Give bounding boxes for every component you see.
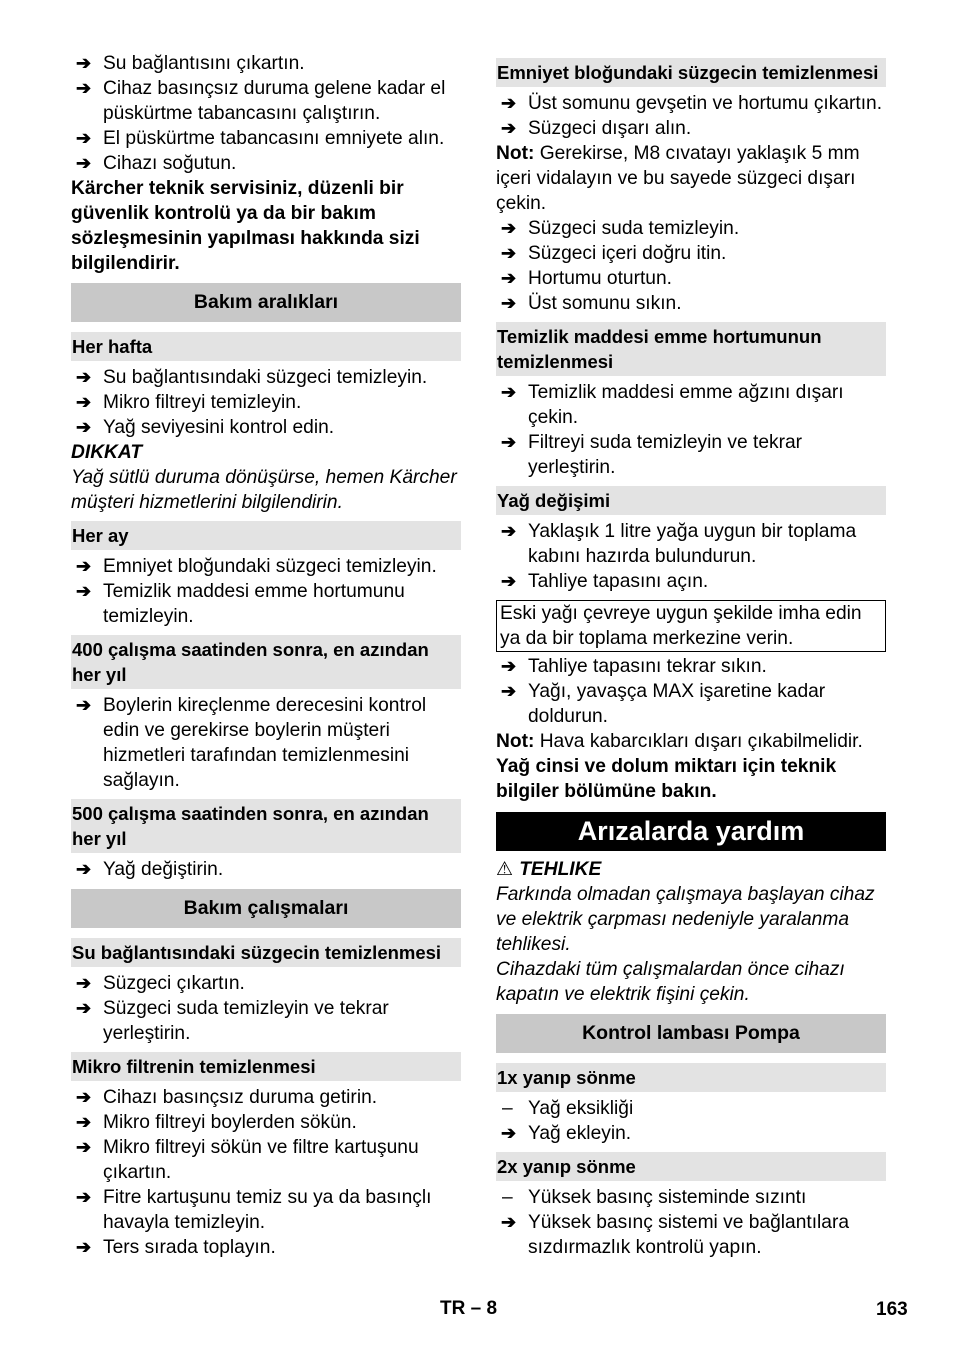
step-item <box>71 693 461 793</box>
step-text: Mikro filtreyi sökün ve filtre kartuşunu çıkartın. <box>103 1137 419 1183</box>
step-item <box>71 415 461 440</box>
arrow-icon: ➔ <box>76 695 92 715</box>
step-text: Üst somunu gevşetin ve hortumu çıkartın. <box>528 93 883 114</box>
step-item <box>71 857 461 882</box>
step-list <box>71 554 461 629</box>
step-list <box>496 380 886 480</box>
arrow-icon: ➔ <box>501 521 517 541</box>
step-item <box>71 1185 461 1235</box>
step-list <box>496 519 886 594</box>
arrow-icon: ➔ <box>76 78 92 98</box>
step-list <box>496 91 886 141</box>
chapter-heading-troubleshooting: Arızalarda yardım <box>496 812 886 851</box>
footer-language-page: TR – 8 <box>440 1298 498 1319</box>
arrow-icon: ➔ <box>76 859 92 879</box>
arrow-icon: ➔ <box>76 1087 92 1107</box>
step-item <box>496 1121 886 1146</box>
arrow-icon: ➔ <box>76 153 92 173</box>
danger-label: TEHLIKE <box>519 859 602 880</box>
step-item <box>496 216 886 241</box>
step-text: Temizlik maddesi emme hortumunu temizleyin. <box>103 581 405 627</box>
step-text: Mikro filtreyi boylerden sökün. <box>103 1112 357 1133</box>
note-text: Hava kabarcıkları dışarı çıkabilmelidir. <box>534 731 863 752</box>
arrow-icon: ➔ <box>501 571 517 591</box>
arrow-icon: ➔ <box>76 1137 92 1157</box>
right-column <box>496 51 886 1260</box>
arrow-icon: ➔ <box>501 118 517 138</box>
step-text: Süzgeci içeri doğru itin. <box>528 243 727 264</box>
step-item <box>71 126 461 151</box>
step-text: Temizlik maddesi emme ağzını dışarı çekin. <box>528 382 844 428</box>
step-text: Emniyet bloğundaki süzgeci temizleyin. <box>103 556 437 577</box>
step-item <box>71 390 461 415</box>
step-item <box>496 380 886 430</box>
step-item <box>496 91 886 116</box>
step-item <box>496 241 886 266</box>
step-text: Yağ ekleyin. <box>528 1123 632 1144</box>
step-text: Yağı, yavaşça MAX işaretine kadar doldurun. <box>528 681 826 727</box>
subheading-500-hours: 500 çalışma saatinden sonra, en azından her yıl <box>71 799 461 853</box>
step-text: Su bağlantısındaki süzgeci temizleyin. <box>103 367 428 388</box>
danger-text: Farkında olmadan çalışmaya başlayan cihaz ve elektrik çarpması nedeniyle yaralanma tehlikesi. <box>496 884 875 955</box>
subheading-oil-change: Yağ değişimi <box>496 486 886 515</box>
arrow-icon: ➔ <box>76 973 92 993</box>
arrow-icon: ➔ <box>501 382 517 402</box>
left-column <box>71 51 461 1260</box>
step-list <box>496 1121 886 1146</box>
step-text: Süzgeci suda temizleyin. <box>528 218 740 239</box>
subheading-detergent-hose: Temizlik maddesi emme hortumunun temizlenmesi <box>496 322 886 376</box>
note-text: Gerekirse, M8 cıvatayı yaklaşık 5 mm içeri vidalayın ve bu sayede süzgeci dışarı çekin. <box>496 143 860 214</box>
oil-spec-note: Yağ cinsi ve dolum miktarı için teknik bilgiler bölümüne bakın. <box>496 756 837 802</box>
step-item <box>71 996 461 1046</box>
step-item <box>71 1110 461 1135</box>
subheading-micro-filter: Mikro filtrenin temizlenmesi <box>71 1052 461 1081</box>
arrow-icon: ➔ <box>501 656 517 676</box>
arrow-icon: ➔ <box>501 93 517 113</box>
step-item <box>496 519 886 569</box>
step-text: Filtreyi suda temizleyin ve tekrar yerleştirin. <box>528 432 803 478</box>
step-item <box>71 1085 461 1110</box>
step-text: Üst somunu sıkın. <box>528 293 682 314</box>
step-list <box>71 971 461 1046</box>
step-item <box>496 1210 886 1260</box>
arrow-icon: ➔ <box>501 432 517 452</box>
subheading-weekly: Her hafta <box>71 332 461 361</box>
step-item <box>496 116 886 141</box>
arrow-icon: ➔ <box>76 998 92 1018</box>
dash-glyph: – <box>502 1098 513 1119</box>
step-item <box>71 1135 461 1185</box>
step-item <box>71 1235 461 1260</box>
oil-disposal-notice: Eski yağı çevreye uygun şekilde imha edin ya da bir toplama merkezine verin. <box>496 600 886 652</box>
section-heading-maintenance-work: Bakım çalışmaları <box>71 889 461 928</box>
cause-text: Yüksek basınç sisteminde sızıntı <box>528 1187 807 1208</box>
step-item <box>496 266 886 291</box>
step-list <box>496 654 886 729</box>
arrow-icon: ➔ <box>501 218 517 238</box>
danger-heading <box>496 857 886 882</box>
arrow-icon: ➔ <box>76 1237 92 1257</box>
subheading-monthly: Her ay <box>71 521 461 550</box>
step-list <box>71 693 461 793</box>
step-text: Cihazı basınçsız duruma getirin. <box>103 1087 378 1108</box>
step-text: Yüksek basınç sistemi ve bağlantılara sızdırmazlık kontrolü yapın. <box>528 1212 850 1258</box>
step-item <box>71 51 461 76</box>
arrow-icon: ➔ <box>76 556 92 576</box>
step-item <box>71 971 461 996</box>
step-text: Su bağlantısını çıkartın. <box>103 53 305 74</box>
step-text: Hortumu oturtun. <box>528 268 672 289</box>
step-text: Cihazı soğutun. <box>103 153 237 174</box>
subheading-safety-block-filter: Emniyet bloğundaki süzgecin temizlenmesi <box>496 58 886 87</box>
cause-item <box>496 1185 886 1210</box>
step-item <box>496 654 886 679</box>
arrow-icon: ➔ <box>76 1187 92 1207</box>
subheading-blink-2x: 2x yanıp sönme <box>496 1152 886 1181</box>
arrow-icon: ➔ <box>76 128 92 148</box>
arrow-icon: ➔ <box>76 392 92 412</box>
step-item <box>496 430 886 480</box>
dash-glyph: – <box>502 1187 513 1208</box>
arrow-icon: ➔ <box>76 53 92 73</box>
arrow-icon: ➔ <box>76 417 92 437</box>
step-item <box>71 76 461 126</box>
caution-label: DIKKAT <box>71 442 143 463</box>
warning-triangle-icon: ⚠ <box>496 859 514 880</box>
step-text: Süzgeci dışarı alın. <box>528 118 692 139</box>
safety-note <box>496 141 886 216</box>
arrow-icon: ➔ <box>501 268 517 288</box>
step-item <box>71 554 461 579</box>
step-text: El püskürtme tabancasını emniyete alın. <box>103 128 445 149</box>
service-note: Kärcher teknik servisiniz, düzenli bir güvenlik kontrolü ya da bir bakım sözleşmesinin yapılması hakkında sizi bilgilendirir. <box>71 178 420 274</box>
step-list <box>71 365 461 440</box>
step-item <box>496 569 886 594</box>
footer-page-number: 163 <box>876 1299 908 1320</box>
step-list <box>496 216 886 316</box>
step-text: Boylerin kireçlenme derecesini kontrol edin ve gerekirse boylerin müşteri hizmetleri tarafından temizlenmesini sağlayın. <box>103 695 427 791</box>
arrow-icon: ➔ <box>501 1123 517 1143</box>
arrow-icon: ➔ <box>501 293 517 313</box>
section-heading-pump-lamp: Kontrol lambası Pompa <box>496 1014 886 1053</box>
cause-text: Yağ eksikliği <box>528 1098 634 1119</box>
step-item <box>71 151 461 176</box>
oil-note <box>496 729 886 754</box>
step-text: Süzgeci çıkartın. <box>103 973 245 994</box>
danger-text: Cihazdaki tüm çalışmalardan önce cihazı kapatın ve elektrik fişini çekin. <box>496 959 845 1005</box>
step-list <box>71 51 461 176</box>
step-text: Yaklaşık 1 litre yağa uygun bir toplama kabını hazırda bulundurun. <box>528 521 857 567</box>
arrow-icon: ➔ <box>501 1212 517 1232</box>
step-text: Tahliye tapasını tekrar sıkın. <box>528 656 767 677</box>
arrow-icon: ➔ <box>501 681 517 701</box>
step-text: Fitre kartuşunu temiz su ya da basınçlı havayla temizleyin. <box>103 1187 432 1233</box>
arrow-icon: ➔ <box>76 1112 92 1132</box>
step-item <box>496 291 886 316</box>
arrow-icon: ➔ <box>501 243 517 263</box>
note-label: Not: <box>496 143 535 164</box>
cause-item <box>496 1096 886 1121</box>
subheading-400-hours: 400 çalışma saatinden sonra, en azından her yıl <box>71 635 461 689</box>
caution-text: Yağ sütlü duruma dönüşürse, hemen Kärcher müşteri hizmetlerini bilgilendirin. <box>71 467 457 513</box>
step-text: Cihaz basınçsız duruma gelene kadar el püskürtme tabancasını çalıştırın. <box>103 78 446 124</box>
subheading-blink-1x: 1x yanıp sönme <box>496 1063 886 1092</box>
note-label: Not: <box>496 731 535 752</box>
step-text: Yağ değiştirin. <box>103 859 224 880</box>
step-list <box>496 1210 886 1260</box>
arrow-icon: ➔ <box>76 581 92 601</box>
step-text: Yağ seviyesini kontrol edin. <box>103 417 335 438</box>
arrow-icon: ➔ <box>76 367 92 387</box>
step-item <box>71 365 461 390</box>
step-text: Süzgeci suda temizleyin ve tekrar yerleştirin. <box>103 998 389 1044</box>
step-item <box>496 679 886 729</box>
subheading-water-filter: Su bağlantısındaki süzgecin temizlenmesi <box>71 938 461 967</box>
step-text: Mikro filtreyi temizleyin. <box>103 392 302 413</box>
step-text: Ters sırada toplayın. <box>103 1237 276 1258</box>
step-text: Tahliye tapasını açın. <box>528 571 709 592</box>
step-list <box>71 1085 461 1260</box>
section-heading-maintenance-intervals: Bakım aralıkları <box>71 283 461 322</box>
step-item <box>71 579 461 629</box>
step-list <box>71 857 461 882</box>
